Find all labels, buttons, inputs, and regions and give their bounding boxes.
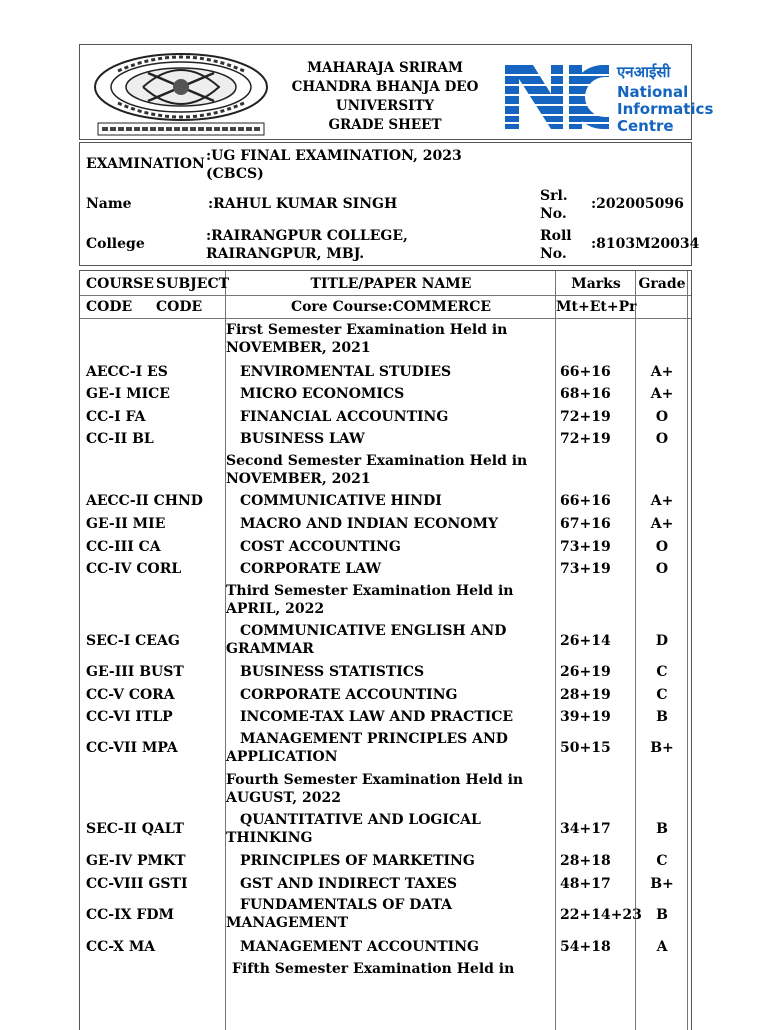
course-code: CC-IV CORL: [86, 561, 182, 577]
nic-name-line: Centre: [617, 117, 674, 135]
university-title-line: MAHARAJA SRIRAM: [307, 60, 463, 76]
exam-label: EXAMINATION: [86, 156, 205, 172]
grade: D: [655, 633, 669, 649]
course-code: GE-IV PMKT: [86, 853, 186, 869]
paper-title: FUNDAMENTALS OF DATA MANAGEMENT: [226, 897, 453, 931]
paper-title: COMMUNICATIVE ENGLISH AND GRAMMAR: [226, 623, 507, 657]
grade: B: [656, 821, 668, 837]
marks: 48+17: [560, 876, 611, 892]
grade: C: [656, 664, 668, 680]
course-code: AECC-I ES: [86, 364, 168, 380]
paper-title: COST ACCOUNTING: [240, 539, 401, 555]
srl-label: Srl. No.: [540, 188, 568, 222]
university-title-line: UNIVERSITY: [335, 98, 435, 114]
course-code: CC-I FA: [86, 409, 146, 425]
col-subject-code-header: CODE: [156, 299, 203, 315]
marks: 34+17: [560, 821, 611, 837]
marks: 39+19: [560, 709, 611, 725]
paper-title: QUANTITATIVE AND LOGICAL THINKING: [226, 812, 481, 846]
paper-title: MANAGEMENT ACCOUNTING: [240, 939, 479, 955]
col-course-code-header: CODE: [86, 299, 133, 315]
paper-title: MANAGEMENT PRINCIPLES AND APPLICATION: [226, 731, 508, 765]
nic-logo: [505, 61, 714, 135]
paper-title: PRINCIPLES OF MARKETING: [240, 853, 475, 869]
col-course-header: COURSE: [86, 276, 154, 292]
name-label: Name: [86, 196, 132, 212]
marks: 67+16: [560, 516, 611, 532]
university-title-line: CHANDRA BHANJA DEO: [291, 79, 479, 95]
core-course-label: Core Course:COMMERCE: [290, 299, 492, 315]
grade: A: [656, 939, 668, 955]
grade: B+: [650, 876, 674, 892]
header-divider: [80, 295, 691, 296]
course-code: SEC-I CEAG: [86, 633, 180, 649]
marks: 28+18: [560, 853, 611, 869]
grade-table: [79, 270, 692, 1030]
marks: 72+19: [560, 409, 611, 425]
grade: A+: [650, 493, 674, 509]
course-code: CC-V CORA: [86, 687, 175, 703]
grade: B: [656, 709, 668, 725]
grade: O: [655, 409, 669, 425]
grade: C: [656, 853, 668, 869]
grade: O: [655, 539, 669, 555]
grade: O: [655, 561, 669, 577]
roll-label: Roll No.: [540, 228, 572, 262]
grade: A+: [650, 364, 674, 380]
nic-name-line: National: [617, 83, 689, 101]
university-title: [280, 59, 490, 135]
marks: 50+15: [560, 740, 611, 756]
semester-heading: Fourth Semester Examination Held in AUGUST, 2022: [226, 772, 524, 806]
course-code: CC-VIII GSTI: [86, 876, 188, 892]
course-code: GE-I MICE: [86, 386, 170, 402]
paper-title: BUSINESS STATISTICS: [240, 664, 425, 680]
course-code: GE-III BUST: [86, 664, 184, 680]
marks: 26+14: [560, 633, 611, 649]
paper-title: CORPORATE ACCOUNTING: [240, 687, 458, 703]
paper-title: FINANCIAL ACCOUNTING: [240, 409, 449, 425]
grade: A+: [650, 516, 674, 532]
roll-value: :8103M20034: [591, 236, 700, 252]
course-code: CC-VII MPA: [86, 740, 178, 756]
course-code: CC-III CA: [86, 539, 161, 555]
marks: 73+19: [560, 539, 611, 555]
col-marks-header: Marks: [571, 276, 621, 292]
university-seal-logo: [88, 51, 274, 137]
college-value: :RAIRANGPUR COLLEGE, RAIRANGPUR, MBJ.: [206, 228, 408, 262]
paper-title: GST AND INDIRECT TAXES: [240, 876, 457, 892]
grade: A+: [650, 386, 674, 402]
grade: C: [656, 687, 668, 703]
semester-heading: Second Semester Examination Held in NOVEMBER, 2021: [226, 453, 528, 487]
course-code: AECC-II CHND: [86, 493, 203, 509]
student-info-box: [79, 142, 700, 266]
grade: B: [656, 907, 668, 923]
semester-heading: First Semester Examination Held in NOVEMBER, 2021: [226, 322, 508, 356]
marks: 73+19: [560, 561, 611, 577]
marks: 72+19: [560, 431, 611, 447]
header-box: [79, 44, 714, 140]
paper-title: MICRO ECONOMICS: [240, 386, 405, 402]
semester-heading: Third Semester Examination Held in APRIL, 2022: [226, 583, 514, 617]
nic-hindi-text: एनआईसी: [617, 63, 671, 81]
grade: O: [655, 431, 669, 447]
marks: 66+16: [560, 364, 611, 380]
marks: 54+18: [560, 939, 611, 955]
paper-title: MACRO AND INDIAN ECONOMY: [240, 516, 498, 532]
header-divider: [80, 318, 691, 319]
semester-heading: Fifth Semester Examination Held in: [232, 961, 515, 977]
paper-title: COMMUNICATIVE HINDI: [240, 493, 442, 509]
column-divider: [555, 271, 556, 1030]
marks: 22+14+23: [560, 907, 642, 923]
col-grade-header: Grade: [638, 276, 686, 292]
marks-formula-label: Mt+Et+Pr: [556, 299, 637, 315]
nic-name-line: Informatics: [617, 100, 714, 118]
paper-title: CORPORATE LAW: [240, 561, 382, 577]
college-label: College: [86, 236, 145, 252]
name-value: :RAHUL KUMAR SINGH: [208, 196, 398, 212]
marks: 66+16: [560, 493, 611, 509]
col-subject-header: SUBJECT: [156, 276, 230, 292]
paper-title: BUSINESS LAW: [240, 431, 365, 447]
marks: 26+19: [560, 664, 611, 680]
srl-value: :202005096: [591, 196, 684, 212]
course-code: SEC-II QALT: [86, 821, 184, 837]
course-code: GE-II MIE: [86, 516, 166, 532]
marks: 68+16: [560, 386, 611, 402]
course-code: CC-II BL: [86, 431, 154, 447]
grade-sheet-title: GRADE SHEET: [328, 117, 442, 133]
paper-title: ENVIROMENTAL STUDIES: [240, 364, 452, 380]
marks: 28+19: [560, 687, 611, 703]
grade: B+: [650, 740, 674, 756]
paper-title: INCOME-TAX LAW AND PRACTICE: [240, 709, 514, 725]
exam-value: :UG FINAL EXAMINATION, 2023 (CBCS): [206, 148, 462, 182]
course-code: CC-X MA: [86, 939, 156, 955]
col-title-header: TITLE/PAPER NAME: [310, 276, 472, 292]
course-code: CC-VI ITLP: [86, 709, 173, 725]
course-code: CC-IX FDM: [86, 907, 174, 923]
